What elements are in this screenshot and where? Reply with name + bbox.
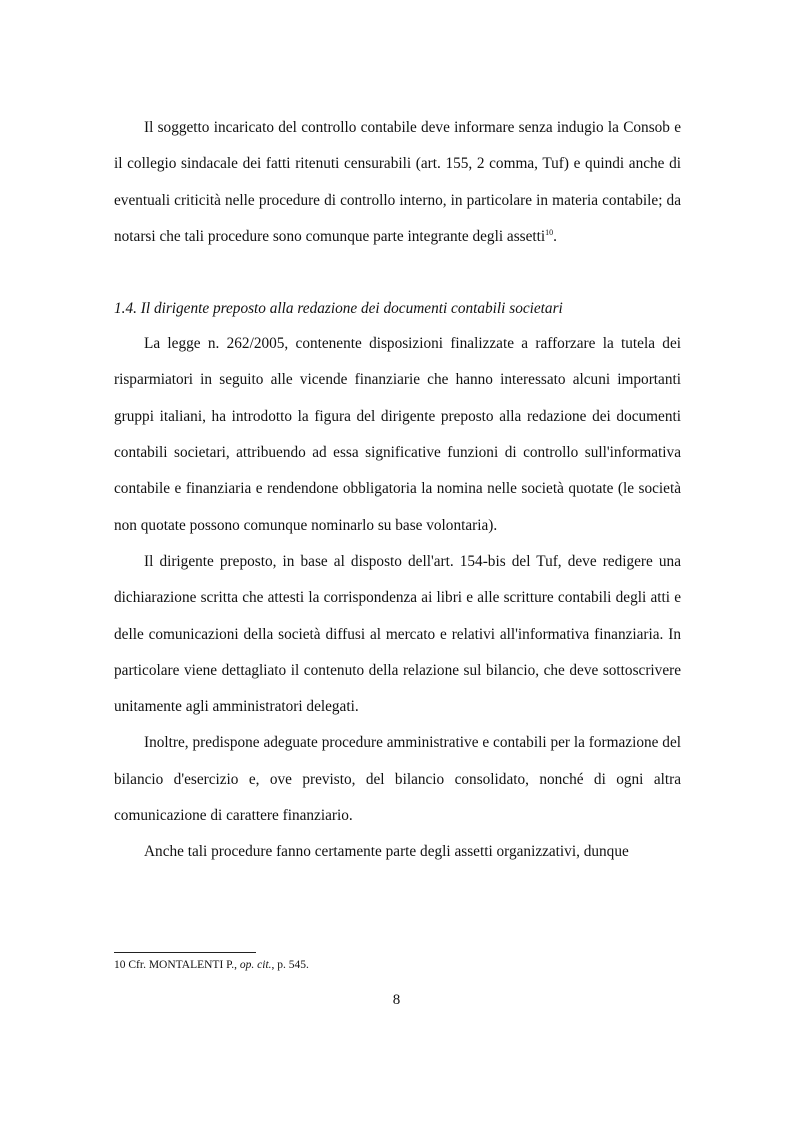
footnote-number: 10: [114, 959, 126, 971]
footnote-italic: op. cit.: [239, 959, 272, 971]
paragraph: La legge n. 262/2005, contenente disposizioni finalizzate a rafforzare la tutela dei risparmiatori in seguito alle vicende finanziarie che hanno interessato alcuni importanti gruppi italiani, ha introdotto la figura del dirigente preposto alla redazione dei documenti contabili societari, attribuendo ad essa significative funzioni di controllo sull'informativa contabile e finanziaria e rendendone obbligatoria la nomina nelle società quotate (le società non quotate possono comunque nominarlo su base volontaria).: [114, 335, 681, 534]
paragraph: Anche tali procedure fanno certamente parte degli assetti organizzativi, dunque: [144, 843, 629, 861]
footnote-text-end: , p. 545.: [271, 959, 309, 971]
body-text: [114, 110, 681, 871]
section-heading: 1.4. Il dirigente preposto alla redazione dei documenti contabili societari: [114, 300, 563, 318]
paragraph-text: Il soggetto incaricato del controllo contabile deve informare senza indugio la Consob e il collegio sindacale dei fatti ritenuti censurabili (art. 155, 2 comma, Tuf) e quindi anche di eventuali criticità nelle procedure di controllo interno, in particolare in materia contabile; da notarsi che tali procedure sono comunque parte integrante degli assetti: [114, 119, 681, 245]
paragraph: [114, 110, 681, 255]
footnote-reference[interactable]: 10: [545, 227, 554, 237]
footnote-text: Cfr. MONTALENTI P.,: [128, 959, 240, 971]
paragraph: Il dirigente preposto, in base al disposto dell'art. 154-bis del Tuf, deve redigere una dichiarazione scritta che attesti la corrispondenza ai libri e alle scritture contabili degli atti e delle comunicazioni della società diffusi al mercato e relativi all'informativa finanziaria. In particolare viene dettagliato il contenuto della relazione sul bilancio, che deve sottoscrivere unitamente agli amministratori delegati.: [114, 552, 681, 716]
paragraph: Inoltre, predispone adeguate procedure amministrative e contabili per la formazione del bilancio d'esercizio e, ove previsto, del bilancio consolidato, nonché di ogni altra comunicazione di carattere finanziario.: [114, 734, 681, 825]
footnote-separator: [114, 952, 256, 953]
paragraph-end: .: [553, 227, 557, 245]
footnote: [114, 958, 681, 972]
page-number: 8: [392, 992, 401, 1008]
